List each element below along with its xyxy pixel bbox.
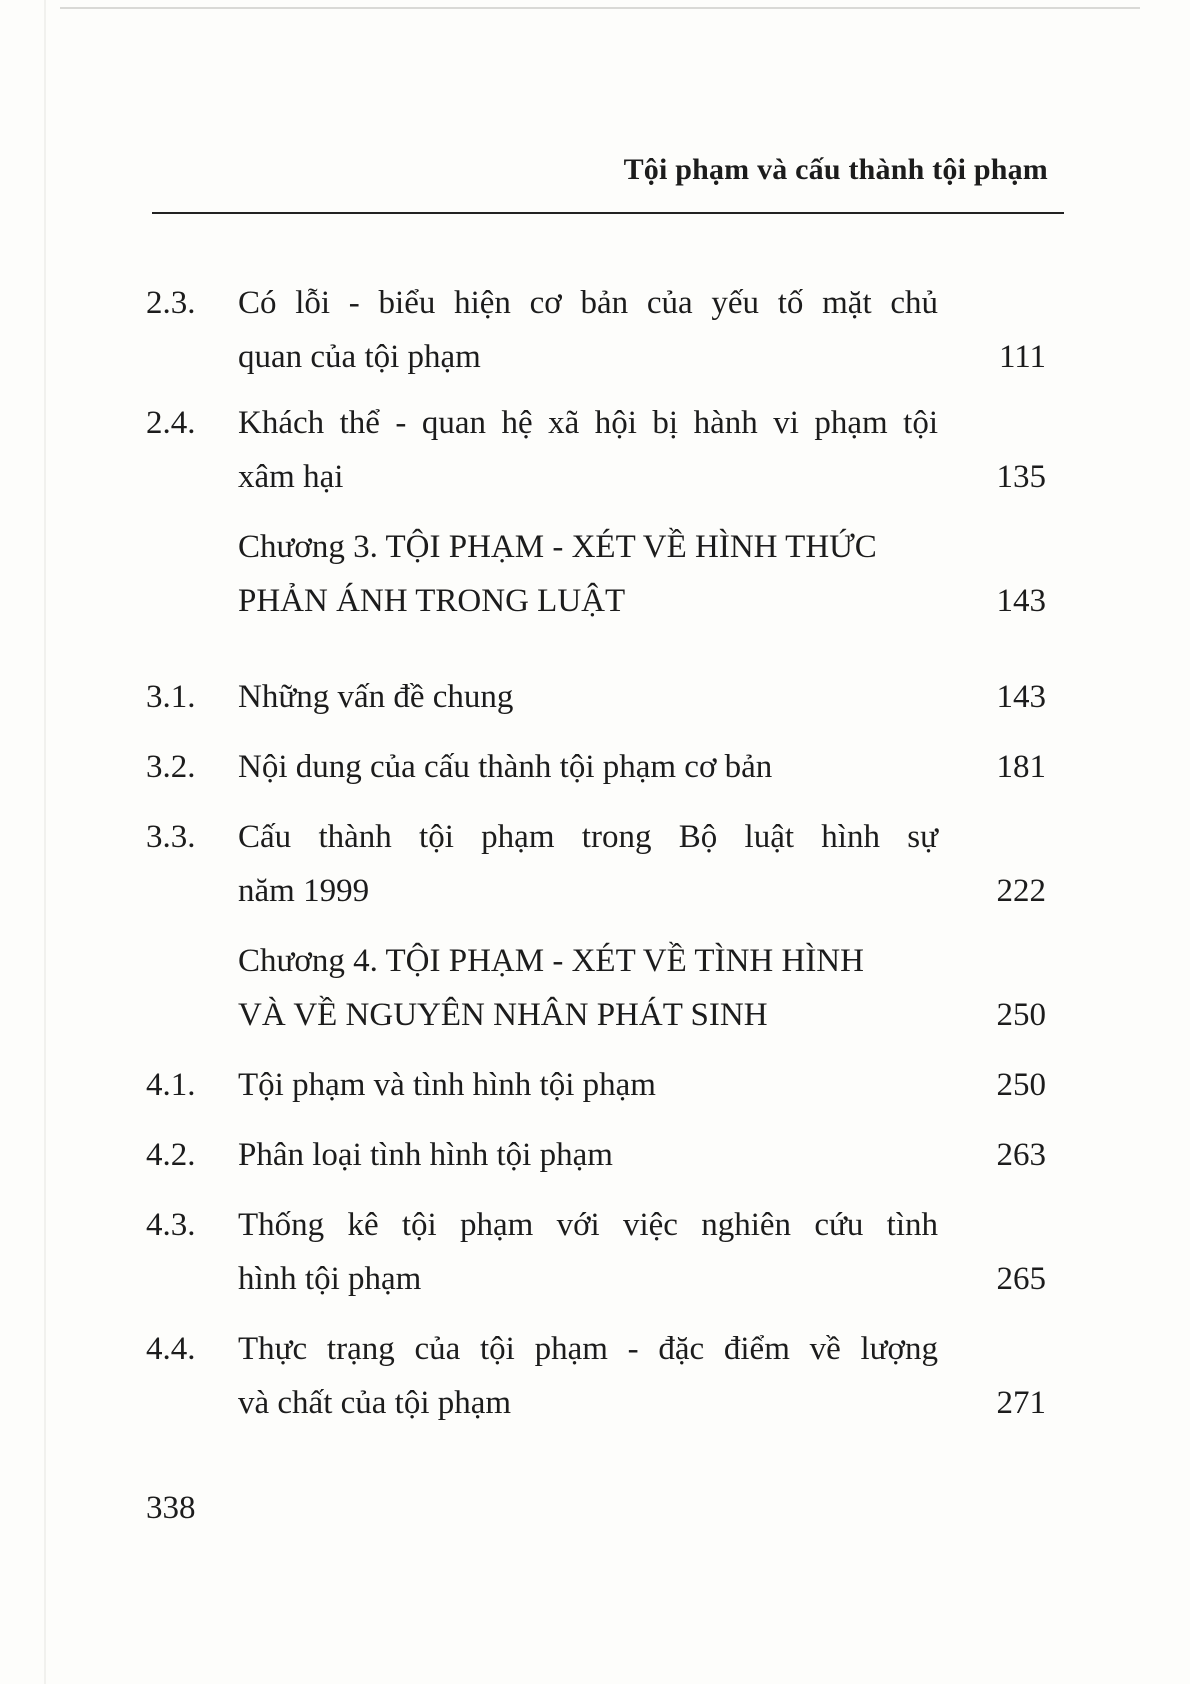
toc-entry-page: 135: [996, 459, 1046, 495]
toc-entry-line: VÀ VỀ NGUYÊN NHÂN PHÁT SINH: [238, 997, 768, 1033]
toc-entry-page: 143: [996, 583, 1046, 619]
toc-entry-page: 265: [996, 1261, 1046, 1297]
toc-entry-page: 263: [996, 1137, 1046, 1173]
toc-entry-title: [238, 1128, 938, 1182]
toc-entry-page: 111: [998, 339, 1046, 375]
toc-entry-line: Những vấn đề chung: [238, 679, 514, 715]
toc-entry-number: 4.3.: [146, 1207, 196, 1243]
toc-entry-page: 143: [996, 679, 1046, 715]
toc-entry-line: Khách thể - quan hệ xã hội bị hành vi phạm tội: [238, 405, 938, 441]
header-rule: [152, 212, 1064, 214]
page-number: 338: [146, 1490, 196, 1526]
toc-entry-title: [238, 670, 938, 724]
toc-entry-page: 222: [996, 873, 1046, 909]
toc-entry-title: [238, 1198, 938, 1306]
toc-entry-line: Nội dung của cấu thành tội phạm cơ bản: [238, 749, 773, 785]
toc-entry-line: Cấu thành tội phạm trong Bộ luật hình sự: [238, 819, 938, 855]
toc-entry-number: 3.1.: [146, 679, 196, 715]
toc-entry-page: 250: [996, 997, 1046, 1033]
toc-entry-line: Có lỗi - biểu hiện cơ bản của yếu tố mặt chủ: [238, 285, 938, 321]
toc-entry-page: 250: [996, 1067, 1046, 1103]
toc-entry-line: Chương 4. TỘI PHẠM - XÉT VỀ TÌNH HÌNH: [238, 943, 864, 979]
toc-entry-number: 3.2.: [146, 749, 196, 785]
toc-entry-title: [238, 740, 938, 794]
toc-entry-number: 2.4.: [146, 405, 196, 441]
toc-entry-line: và chất của tội phạm: [238, 1385, 512, 1421]
toc-entry-title: [238, 520, 938, 628]
toc-entry-page: 271: [996, 1385, 1046, 1421]
toc-entry-title: [238, 396, 938, 504]
toc-entry-number: 4.1.: [146, 1067, 196, 1103]
toc-entry-line: PHẢN ÁNH TRONG LUẬT: [238, 583, 626, 619]
toc-entry-line: Phân loại tình hình tội phạm: [238, 1137, 613, 1173]
toc-entry-number: 4.4.: [146, 1331, 196, 1367]
toc-entry-title: [238, 1058, 938, 1112]
toc-entry-line: hình tội phạm: [238, 1261, 422, 1297]
toc-entry-line: Chương 3. TỘI PHẠM - XÉT VỀ HÌNH THỨC: [238, 529, 877, 565]
scan-edge-left: [44, 0, 46, 1684]
scan-edge-top: [60, 7, 1140, 9]
toc-entry-line: Thống kê tội phạm với việc nghiên cứu tình: [238, 1207, 938, 1243]
toc-entry-number: 4.2.: [146, 1137, 196, 1173]
toc-entry-line: Tội phạm và tình hình tội phạm: [238, 1067, 656, 1103]
toc-entry-page: 181: [996, 749, 1046, 785]
toc-entry-line: Thực trạng của tội phạm - đặc điểm về lượng: [238, 1331, 938, 1367]
toc-entry-number: 3.3.: [146, 819, 196, 855]
toc-entry-number: 2.3.: [146, 285, 196, 321]
toc-entry-line: năm 1999: [238, 873, 370, 909]
toc-entry-line: xâm hại: [238, 459, 344, 495]
toc-entry-line: quan của tội phạm: [238, 339, 481, 375]
toc-entry-title: [238, 276, 938, 384]
running-header: Tội phạm và cấu thành tội phạm: [623, 153, 1048, 186]
toc-entry-title: [238, 1322, 938, 1430]
toc-entry-title: [238, 934, 938, 1042]
toc-entry-title: [238, 810, 938, 918]
